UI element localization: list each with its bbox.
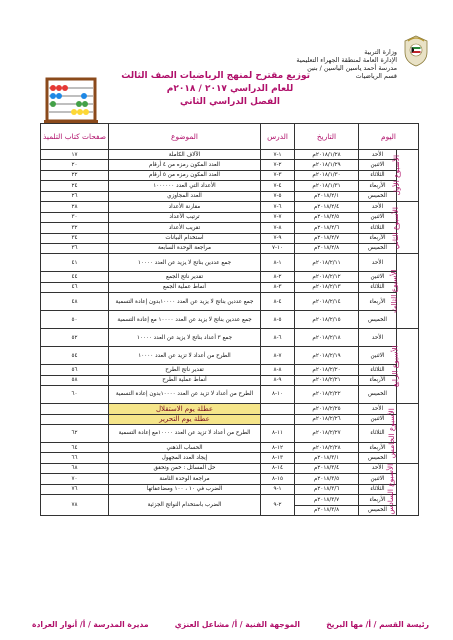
table-row bbox=[41, 191, 419, 201]
day-cell: الأحد bbox=[359, 202, 397, 212]
table-row bbox=[41, 495, 419, 505]
pages-cell: ٦٨ bbox=[41, 463, 109, 473]
header-day: اليوم bbox=[359, 124, 419, 150]
table-row bbox=[41, 202, 419, 212]
table-row bbox=[41, 282, 419, 292]
lesson-cell: ٦-٧ bbox=[261, 202, 295, 212]
week-label: الأسبوع الأول bbox=[391, 155, 401, 196]
day-cell: الخميس bbox=[359, 311, 397, 329]
table-row bbox=[41, 223, 419, 233]
day-cell: الثلاثاء bbox=[359, 484, 397, 494]
lesson-cell: ٨-٨ bbox=[261, 365, 295, 375]
day-cell: الخميس bbox=[359, 386, 397, 404]
day-cell: الثلاثاء bbox=[359, 223, 397, 233]
lesson-cell: ٣-٨ bbox=[261, 282, 295, 292]
day-cell: الأربعاء bbox=[359, 181, 397, 191]
lesson-cell: ١-٧ bbox=[261, 150, 295, 160]
lesson-cell: ٢-٧ bbox=[261, 160, 295, 170]
day-cell: الخميس bbox=[359, 505, 397, 515]
table-row bbox=[41, 414, 419, 424]
date-cell: ٢٠١٨/٢/١١م bbox=[295, 254, 359, 272]
day-cell: الأربعاء bbox=[359, 495, 397, 505]
day-cell: الأحد bbox=[359, 463, 397, 473]
lesson-cell: ٩-٧ bbox=[261, 233, 295, 243]
topic-cell: تقدير ناتج الطرح bbox=[109, 365, 261, 375]
pages-cell: ٤٦ bbox=[41, 282, 109, 292]
date-cell: ٢٠١٨/٢/٢٨م bbox=[295, 443, 359, 453]
date-cell: ٢٠١٨/٢/١٥م bbox=[295, 311, 359, 329]
table-row bbox=[41, 212, 419, 222]
department-head: رئيسة القسم / أ/ مها البريخ bbox=[326, 620, 429, 629]
table-row bbox=[41, 181, 419, 191]
date-cell: ٢٠١٨/٣/٦م bbox=[295, 484, 359, 494]
topic-cell: العدد المجاوزي bbox=[109, 191, 261, 201]
lesson-cell: ٩-٨ bbox=[261, 375, 295, 385]
ministry-line: وزارة التربية bbox=[364, 48, 397, 56]
topic-cell: الطرح من أعداد لا تزيد عن العدد ١٠٠٠٠ bbox=[109, 347, 261, 365]
topic-cell: إيجاد العدد المجهول bbox=[109, 453, 261, 463]
ministry-line: مدرسة أحمد ياسين الياسين / بنين bbox=[307, 64, 397, 72]
date-cell: ٢٠١٨/٢/٢٦م bbox=[295, 414, 359, 424]
date-cell: ٢٠١٨/٢/٤م bbox=[295, 202, 359, 212]
day-cell: الخميس bbox=[359, 243, 397, 253]
lesson-cell: ١٤-٨ bbox=[261, 463, 295, 473]
day-cell: الاثنين bbox=[359, 160, 397, 170]
date-cell: ٢٠١٨/٢/٢٠م bbox=[295, 365, 359, 375]
day-cell: الاثنين bbox=[359, 347, 397, 365]
table-row bbox=[41, 170, 419, 180]
title-line: للعام الدراسي ٢٠١٧ / ٢٠١٨م bbox=[166, 84, 294, 94]
document-title bbox=[121, 70, 310, 109]
date-cell: ٢٠١٨/٢/٢٧م bbox=[295, 425, 359, 443]
pages-cell: ٧٠ bbox=[41, 474, 109, 484]
table-row bbox=[41, 254, 419, 272]
table-row bbox=[41, 293, 419, 311]
pages-cell: ٢٦ bbox=[41, 191, 109, 201]
table-row bbox=[41, 404, 419, 414]
lesson-cell: ٣-٧ bbox=[261, 170, 295, 180]
topic-cell: جمع عددين بناتج لا يزيد عن العدد ١٠٠٠٠بدون إعادة التسمية bbox=[109, 293, 261, 311]
lesson-cell: ١٠-٨ bbox=[261, 386, 295, 404]
table-row bbox=[41, 150, 419, 160]
topic-cell: عطلة يوم التحرير bbox=[109, 414, 261, 424]
principal: مديرة المدرسة / أ/ أنوار العرادة bbox=[32, 620, 149, 629]
topic-cell: الأعداد التي العدد ١٠٠٠٠٠٠ bbox=[109, 181, 261, 191]
date-cell: ٢٠١٨/١/٢٩م bbox=[295, 160, 359, 170]
table-row bbox=[41, 243, 419, 253]
pages-cell: ٣٦ bbox=[41, 243, 109, 253]
topic-cell: مراجعة الوحدة السابعة bbox=[109, 243, 261, 253]
signature-footer bbox=[32, 620, 429, 629]
date-cell: ٢٠١٨/٢/٧م bbox=[295, 233, 359, 243]
topic-cell: مقارنة الأعداد bbox=[109, 202, 261, 212]
table-row bbox=[41, 463, 419, 473]
table-row bbox=[41, 233, 419, 243]
topic-cell: العدد المكون رمزه من ٤ أرقام bbox=[109, 160, 261, 170]
pages-cell: ٢٠ bbox=[41, 160, 109, 170]
day-cell: الاثنين bbox=[359, 212, 397, 222]
table-row bbox=[41, 443, 419, 453]
pages-cell: ١٧ bbox=[41, 150, 109, 160]
lesson-cell: ١٥-٨ bbox=[261, 474, 295, 484]
week-label-cell bbox=[386, 463, 419, 515]
day-cell: الأربعاء bbox=[359, 375, 397, 385]
table-row bbox=[41, 425, 419, 443]
pages-cell: ٦٢ bbox=[41, 425, 109, 443]
topic-cell: ترتيب الأعداد bbox=[109, 212, 261, 222]
pages-cell: ٣٠ bbox=[41, 212, 109, 222]
topic-cell: العدد المكون رمزه من ٥ أرقام bbox=[109, 170, 261, 180]
date-cell: ٢٠١٨/٢/١م bbox=[295, 191, 359, 201]
date-cell: ٢٠١٨/٢/٦م bbox=[295, 223, 359, 233]
week-label-cell bbox=[390, 202, 419, 254]
pages-cell: ٥٢ bbox=[41, 329, 109, 347]
week-label-cell bbox=[386, 404, 419, 464]
pages-cell: ٣٤ bbox=[41, 233, 109, 243]
pages-cell: ٥٦ bbox=[41, 365, 109, 375]
topic-cell: الضرب باستخدام النواتج الجزئية bbox=[109, 495, 261, 516]
pages-cell: ٣٢ bbox=[41, 223, 109, 233]
table-row bbox=[41, 329, 419, 347]
week-label: الأسبوع السادس bbox=[386, 464, 396, 515]
pages-cell: ٤٨ bbox=[41, 293, 109, 311]
lesson-cell: ٤-٨ bbox=[261, 293, 295, 311]
table-row bbox=[41, 365, 419, 375]
pages-cell: ٢٤ bbox=[41, 181, 109, 191]
day-cell: الخميس bbox=[359, 453, 397, 463]
date-cell: ٢٠١٨/٣/١م bbox=[295, 453, 359, 463]
lesson-cell: ١٠-٧ bbox=[261, 243, 295, 253]
table-row bbox=[41, 453, 419, 463]
day-cell: الأحد bbox=[359, 404, 397, 414]
lesson-cell: ٥-٧ bbox=[261, 191, 295, 201]
day-cell: الأربعاء bbox=[359, 443, 397, 453]
day-cell: الثلاثاء bbox=[359, 425, 397, 443]
table-row bbox=[41, 272, 419, 282]
pages-cell: ٦٠ bbox=[41, 386, 109, 404]
day-cell: الاثنين bbox=[359, 474, 397, 484]
ministry-line: الإدارة العامة لمنطقة الجهراء التعليمية bbox=[296, 56, 397, 64]
header-topic: الموضوع bbox=[109, 124, 261, 150]
ministry-line: قسم الرياضيات bbox=[355, 72, 397, 80]
pages-cell: ٧٦ bbox=[41, 484, 109, 494]
topic-cell: حل المسائل : خمن وتحقق bbox=[109, 463, 261, 473]
topic-cell: جمع عددين بناتج لا يزيد عن العدد ١٠٠٠٠ bbox=[109, 254, 261, 272]
week-label: الأسبوع الرابع bbox=[390, 345, 400, 388]
date-cell: ٢٠١٨/٢/١٤م bbox=[295, 293, 359, 311]
lesson-cell: ٦-٨ bbox=[261, 329, 295, 347]
topic-cell: تقدير ناتج الجمع bbox=[109, 272, 261, 282]
day-cell: الخميس bbox=[359, 191, 397, 201]
date-cell: ٢٠١٨/٣/٤م bbox=[295, 463, 359, 473]
lesson-cell: ٢-٩ bbox=[261, 495, 295, 516]
pages-cell bbox=[41, 414, 109, 424]
table-header-row bbox=[41, 124, 419, 150]
lesson-cell bbox=[261, 404, 295, 414]
topic-cell: الطرح من أعداد لا تزيد عن العدد ١٠٠٠٠بدون إعادة التسمية bbox=[109, 386, 261, 404]
table-row bbox=[41, 347, 419, 365]
pages-cell: ٤١ bbox=[41, 254, 109, 272]
lesson-cell bbox=[261, 414, 295, 424]
pages-cell: ٧٨ bbox=[41, 495, 109, 516]
kuwait-emblem-icon bbox=[401, 34, 431, 68]
date-cell: ٢٠١٨/٢/١٢م bbox=[295, 272, 359, 282]
topic-cell: تقريب الأعداد bbox=[109, 223, 261, 233]
pages-cell: ٤٤ bbox=[41, 272, 109, 282]
date-cell: ٢٠١٨/٢/٢١م bbox=[295, 375, 359, 385]
date-cell: ٢٠١٨/٣/٥م bbox=[295, 474, 359, 484]
schedule-table bbox=[40, 123, 419, 516]
abacus-icon bbox=[44, 76, 98, 126]
lesson-cell: ١٢-٨ bbox=[261, 443, 295, 453]
day-cell: الأحد bbox=[359, 150, 397, 160]
lesson-cell: ١٣-٨ bbox=[261, 453, 295, 463]
date-cell: ٢٠١٨/٢/٢٥م bbox=[295, 404, 359, 414]
day-cell: الثلاثاء bbox=[359, 282, 397, 292]
week-label-cell bbox=[390, 254, 419, 329]
pages-cell: ٥٤ bbox=[41, 347, 109, 365]
lesson-cell: ٨-٧ bbox=[261, 223, 295, 233]
day-cell: الاثنين bbox=[359, 272, 397, 282]
table-row bbox=[41, 474, 419, 484]
week-label-cell bbox=[390, 329, 419, 404]
topic-cell: أنماط عملية الجمع bbox=[109, 282, 261, 292]
week-label: الأسبوع الثاني bbox=[390, 206, 400, 249]
date-cell: ٢٠١٨/٣/٧م bbox=[295, 495, 359, 505]
pages-cell: ٦٤ bbox=[41, 443, 109, 453]
day-cell: الأحد bbox=[359, 329, 397, 347]
pages-cell: ٢٢ bbox=[41, 170, 109, 180]
supervisor: الموجهة الفنية / أ/ مشاعل العنزي bbox=[174, 620, 300, 629]
header-date: التاريخ bbox=[295, 124, 359, 150]
topic-cell: مراجعة الوحدة الثامنة bbox=[109, 474, 261, 484]
pages-cell: ٦٦ bbox=[41, 453, 109, 463]
date-cell: ٢٠١٨/٢/١٣م bbox=[295, 282, 359, 292]
date-cell: ٢٠١٨/٢/٨م bbox=[295, 243, 359, 253]
lesson-cell: ١-٨ bbox=[261, 254, 295, 272]
topic-cell: جمع عددين بناتج لا يزيد عن العدد ١٠٠٠٠ مع إعادة التسمية bbox=[109, 311, 261, 329]
topic-cell: الحساب الذهني bbox=[109, 443, 261, 453]
header-lesson: الدرس bbox=[261, 124, 295, 150]
topic-cell: جمع ٣ أعداد بناتج لا يزيد عن العدد ١٠٠٠٠ bbox=[109, 329, 261, 347]
week-label: الأسبوع الخامس bbox=[386, 408, 396, 459]
lesson-cell: ٤-٧ bbox=[261, 181, 295, 191]
day-cell: الأربعاء bbox=[359, 293, 397, 311]
table-row bbox=[41, 386, 419, 404]
topic-cell: الطرح من أعداد لا تزيد عن العدد ١٠٠٠٠مع إعادة التسمية bbox=[109, 425, 261, 443]
day-cell: الثلاثاء bbox=[359, 365, 397, 375]
lesson-cell: ٧-٧ bbox=[261, 212, 295, 222]
date-cell: ٢٠١٨/٣/٨م bbox=[295, 505, 359, 515]
lesson-cell: ٥-٨ bbox=[261, 311, 295, 329]
date-cell: ٢٠١٨/٢/٢٢م bbox=[295, 386, 359, 404]
lesson-cell: ١١-٨ bbox=[261, 425, 295, 443]
topic-cell: استخدام البيانات bbox=[109, 233, 261, 243]
week-label: الأسبوع الثالث bbox=[390, 269, 400, 314]
table-row bbox=[41, 311, 419, 329]
pages-cell: ٥٠ bbox=[41, 311, 109, 329]
topic-cell: أنماط عملية الطرح bbox=[109, 375, 261, 385]
lesson-cell: ٢-٨ bbox=[261, 272, 295, 282]
day-cell: الأحد bbox=[359, 254, 397, 272]
week-label-cell bbox=[391, 150, 419, 202]
pages-cell: ٢٨ bbox=[41, 202, 109, 212]
table-row bbox=[41, 484, 419, 494]
date-cell: ٢٠١٨/١/٣٠م bbox=[295, 170, 359, 180]
pages-cell bbox=[41, 404, 109, 414]
lesson-cell: ١-٩ bbox=[261, 484, 295, 494]
lesson-cell: ٧-٨ bbox=[261, 347, 295, 365]
pages-cell: ٥٨ bbox=[41, 375, 109, 385]
date-cell: ٢٠١٨/١/٢٨م bbox=[295, 150, 359, 160]
title-line: الفصل الدراسي الثاني bbox=[180, 97, 280, 107]
day-cell: الثلاثاء bbox=[359, 170, 397, 180]
topic-cell: عطلة يوم الاستقلال bbox=[109, 404, 261, 414]
title-line: توزيع مقترح لمنهج الرياضيات الصف الثالث bbox=[121, 71, 310, 81]
date-cell: ٢٠١٨/٢/٥م bbox=[295, 212, 359, 222]
topic-cell: الآلاف الكاملة bbox=[109, 150, 261, 160]
day-cell: الاثنين bbox=[359, 414, 397, 424]
header-pages: صفحات كتاب التلميذ bbox=[41, 124, 109, 150]
topic-cell: الضرب في ١٠ ، ١٠٠ ومضاعفاتها bbox=[109, 484, 261, 494]
day-cell: الأربعاء bbox=[359, 233, 397, 243]
date-cell: ٢٠١٨/٢/١٨م bbox=[295, 329, 359, 347]
table-row bbox=[41, 375, 419, 385]
date-cell: ٢٠١٨/٢/١٩م bbox=[295, 347, 359, 365]
table-row bbox=[41, 160, 419, 170]
date-cell: ٢٠١٨/١/٣١م bbox=[295, 181, 359, 191]
